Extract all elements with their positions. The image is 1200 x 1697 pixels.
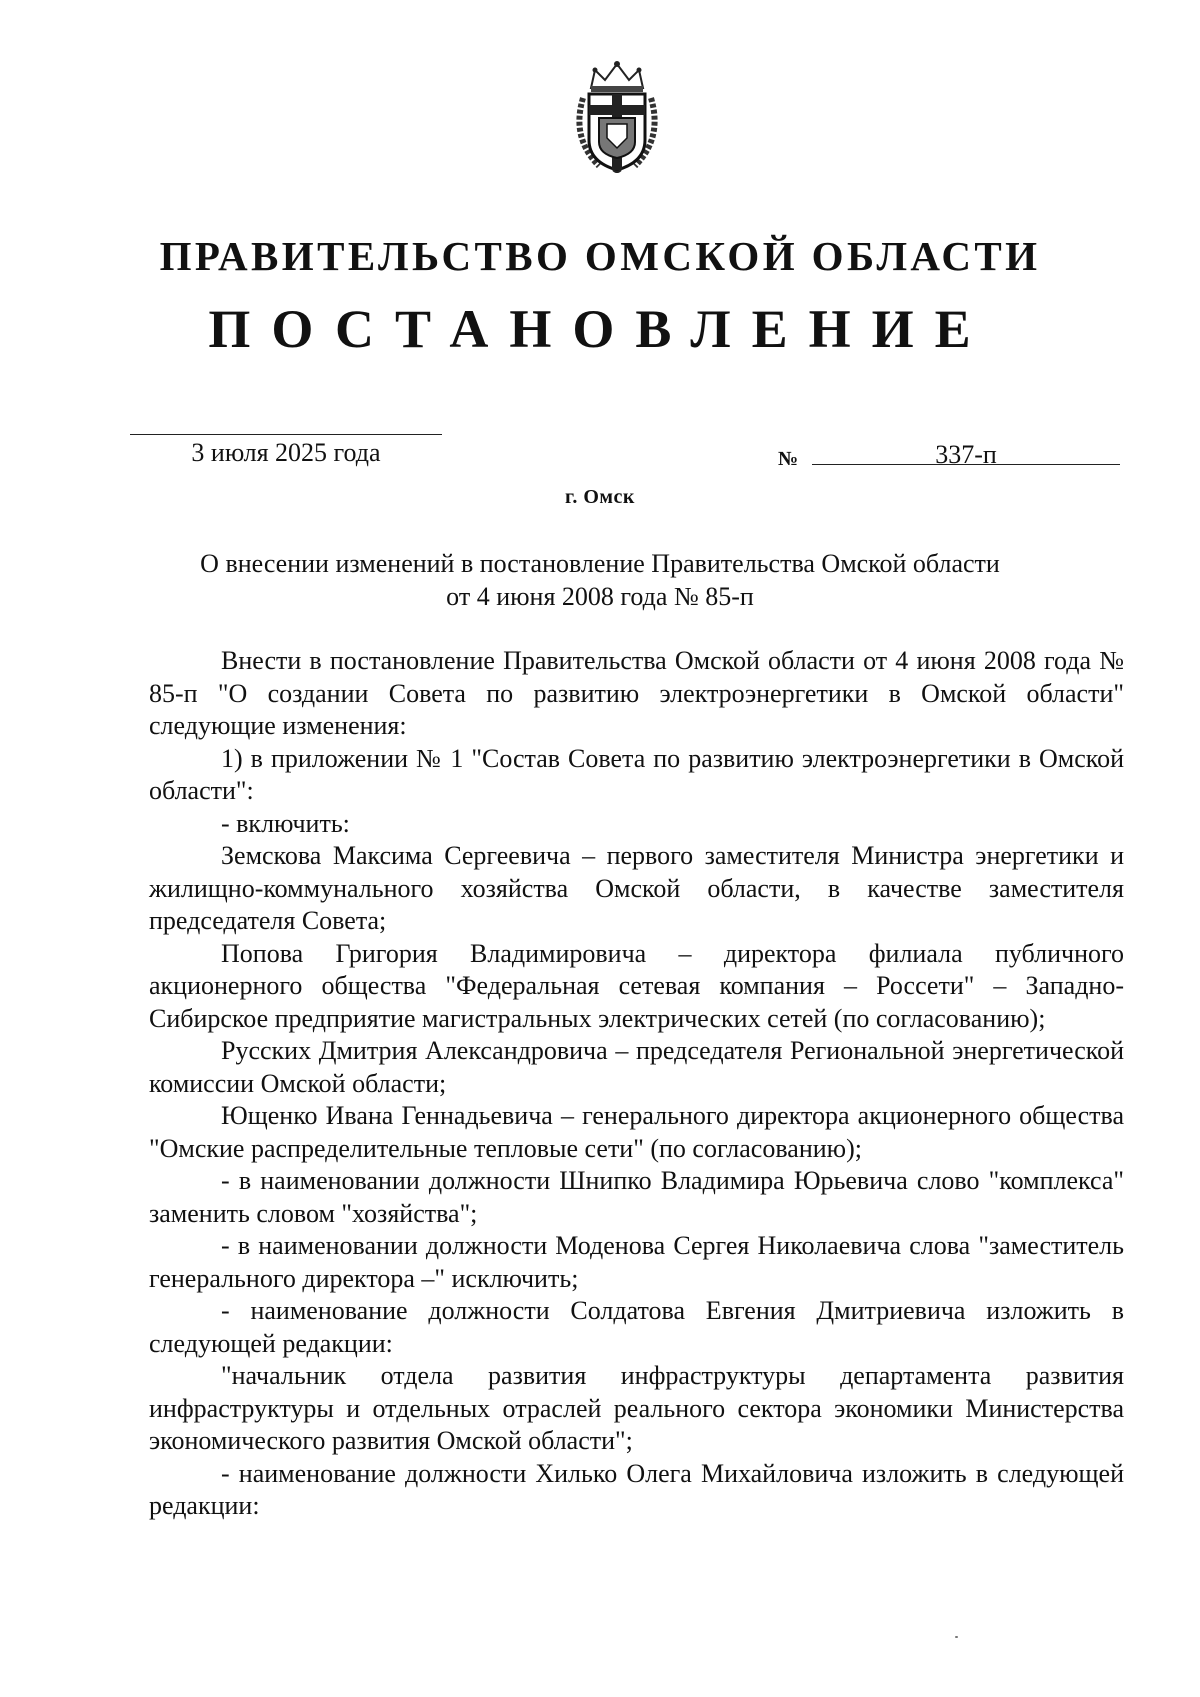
document-number: 337-п [935,440,997,469]
body-paragraph: "начальник отдела развития инфраструктуры департамента развития инфраструктуры и отдельных отраслей реального сектора экономики Министерства экономического развития Омской области"; [149,1361,1124,1455]
coat-of-arms-emblem [569,58,665,174]
organization-title: ПРАВИТЕЛЬСТВО ОМСКОЙ ОБЛАСТИ [159,233,1041,279]
subject-line-1: О внесении изменений в постановление Правительства Омской области [200,549,1000,578]
body-paragraph: Попова Григория Владимировича – директора филиала публичного акционерного общества "Федеральная сетевая компания – Россети" – Западно-Сибирское предприятие магистральных электрических сетей (по согласованию); [149,938,1124,1033]
subject-line-2: от 4 июня 2008 года № 85-п [446,581,754,611]
document-body [149,645,1124,1523]
number-sign: № [778,448,799,470]
body-paragraph: - наименование должности Солдатова Евгения Дмитриевича изложить в следующей редакции: [149,1296,1124,1358]
document-subject [150,548,1050,613]
body-paragraph: 1) в приложении № 1 "Состав Совета по развитию электроэнергетики в Омской области": [149,743,1124,805]
city-label: г. Омск [565,486,635,508]
body-paragraph: - включить: [221,808,350,838]
body-paragraph: Ющенко Ивана Геннадьевича – генерального директора акционерного общества "Омские распределительные тепловые сети" (по согласованию); [149,1101,1124,1163]
body-paragraph: - наименование должности Хилько Олега Михайловича изложить в следующей редакции: [149,1458,1124,1520]
body-paragraph: Русских Дмитрия Александровича – председателя Региональной энергетической комиссии Омской области; [149,1036,1124,1098]
scan-speck [955,1636,958,1638]
body-paragraph: - в наименовании должности Шнипко Владимира Юрьевича слово "комплекса" заменить словом "хозяйства"; [149,1166,1124,1228]
date-underline [130,434,442,435]
document-type-title: ПОСТАНОВЛЕНИЕ [208,299,992,359]
document-date: 3 июля 2025 года [191,438,381,467]
body-paragraph: - в наименовании должности Моденова Сергея Николаевича слова "заместитель генерального директора –" исключить; [149,1231,1124,1293]
body-paragraph: Земскова Максима Сергеевича – первого заместителя Министра энергетики и жилищно-коммунального хозяйства Омской области, в качестве заместителя председателя Совета; [149,841,1124,935]
body-paragraph: Внести в постановление Правительства Омской области от 4 июня 2008 года № 85-п "О создании Совета по развитию электроэнергетики в Омской области" следующие изменения: [149,646,1124,740]
number-underline [812,464,1120,465]
